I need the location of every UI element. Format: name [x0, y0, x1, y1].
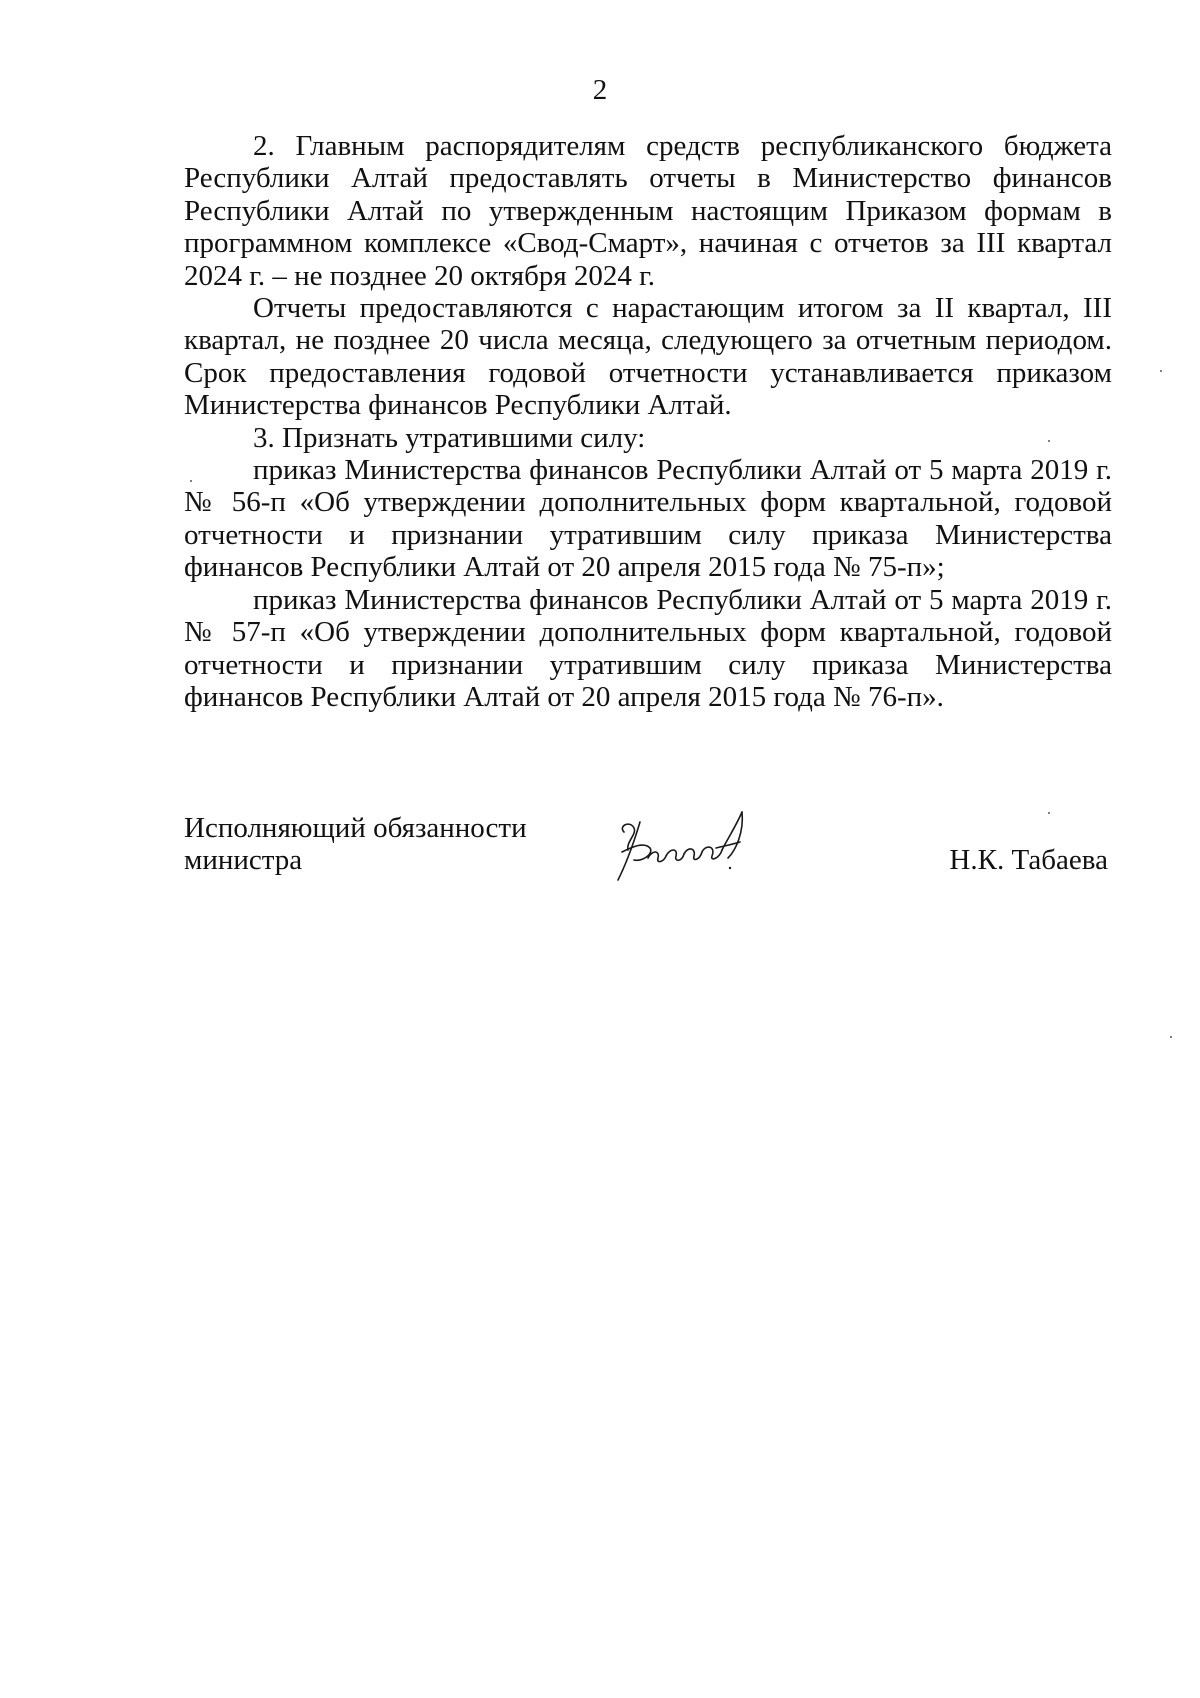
scan-speck — [1160, 370, 1162, 372]
page-number: 2 — [592, 74, 608, 106]
paragraph-order-56p: приказ Министерства финансов Республики Алтай от 5 марта 2019 г. № 56-п «Об утверждении дополнительных форм квартальной, годовой отчетности и признании утратившим силу приказа Министерства финансов Республики Алтай от 20 апреля 2015 года № 75-п»; — [184, 454, 1112, 584]
paragraph-order-57p: приказ Министерства финансов Республики Алтай от 5 марта 2019 г. № 57-п «Об утверждении дополнительных форм квартальной, годовой отчетности и признании утратившим силу приказа Министерства финансов Республики Алтай от 20 апреля 2015 года № 76-п». — [184, 583, 1112, 713]
paragraph-item-3: 3. Признать утратившими силу: — [253, 421, 646, 454]
signatory-position — [184, 812, 527, 877]
signatory-position-line-1: Исполняющий обязанности — [184, 812, 527, 844]
signatory-name: Н.К. Табаева — [949, 844, 1108, 876]
scan-speck — [1048, 812, 1050, 814]
document-body — [184, 130, 1112, 713]
handwritten-signature — [604, 802, 764, 892]
scan-speck — [1048, 440, 1050, 442]
scan-speck — [1170, 1036, 1172, 1038]
paragraph-item-2: 2. Главным распорядителям средств республиканского бюджета Республики Алтай предоставлять отчеты в Министерство финансов Республики Алтай по утвержденным настоящим Приказом формам в программном комплексе «Свод-Смарт», начиная с отчетов за III квартал 2024 г. – не позднее 20 октября 2024 г. — [184, 130, 1112, 292]
signatory-position-line-2: министра — [184, 844, 303, 877]
signature-block — [184, 812, 1108, 902]
scan-speck — [190, 480, 192, 482]
paragraph-reporting-terms: Отчеты предоставляются с нарастающим итогом за II квартал, III квартал, не позднее 20 числа месяца, следующего за отчетным периодом. Срок предоставления годовой отчетности устанавливается приказом Министерства финансов Республики Алтай. — [184, 292, 1112, 422]
